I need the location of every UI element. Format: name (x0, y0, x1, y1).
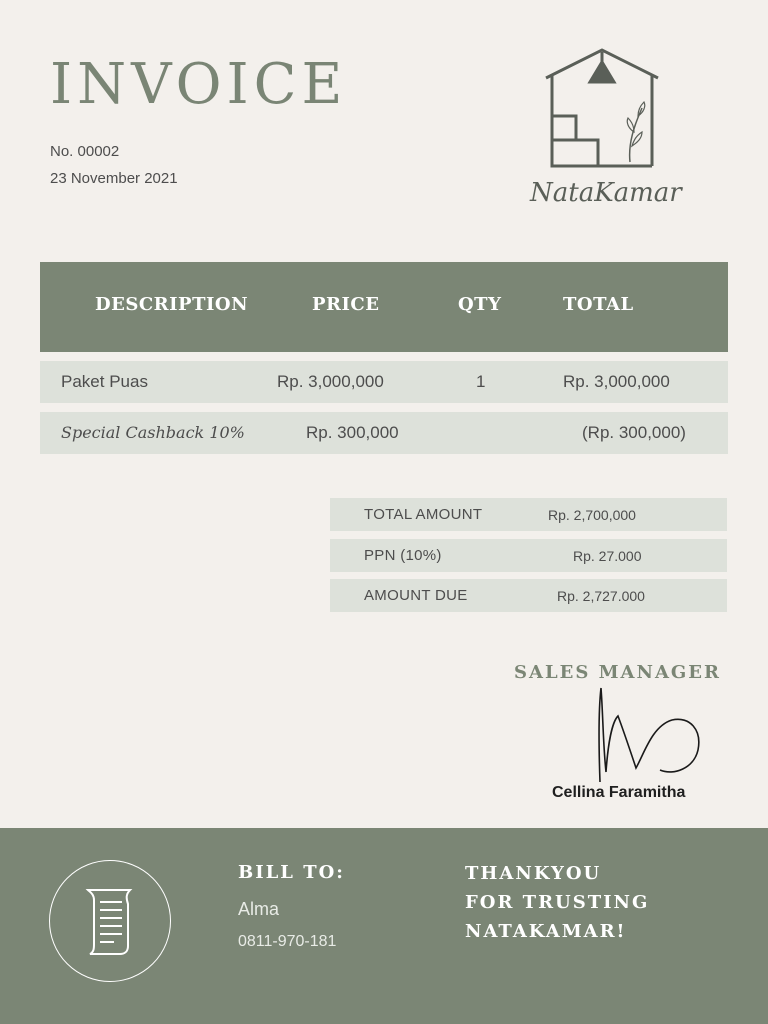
table-row (40, 361, 728, 403)
signature-mark (590, 684, 705, 784)
row-total: (Rp. 300,000) (582, 423, 686, 442)
row-description: Paket Puas (61, 372, 148, 391)
row-description: Special Cashback 10% (61, 423, 245, 442)
summary-label: PPN (10%) (364, 547, 442, 564)
row-price: Rp. 300,000 (306, 423, 399, 442)
brand-wordmark: NataKamar (530, 178, 682, 208)
summary-value: Rp. 2,727.000 (557, 588, 645, 604)
thanks-line: FOR TRUSTING (465, 892, 650, 913)
summary-label: TOTAL AMOUNT (364, 506, 483, 523)
thanks-line: THANKYOU (465, 863, 602, 884)
row-total: Rp. 3,000,000 (563, 372, 670, 391)
table-header (40, 262, 728, 352)
thanks-line: NATAKAMAR! (465, 921, 627, 942)
thanks-message (465, 859, 649, 946)
document-scroll-icon (84, 886, 136, 956)
col-qty: QTY (458, 294, 502, 315)
bill-to-phone: 0811-970-181 (238, 933, 337, 950)
row-price: Rp. 3,000,000 (277, 372, 384, 391)
invoice-number: No. 00002 (50, 143, 120, 160)
summary-label: AMOUNT DUE (364, 587, 468, 604)
summary-amount-due (330, 579, 727, 612)
summary-ppn (330, 539, 727, 572)
table-row (40, 412, 728, 454)
summary-total-amount (330, 498, 727, 531)
col-description: DESCRIPTION (95, 294, 249, 315)
signer-role: SALES MANAGER (514, 662, 721, 683)
invoice-title: INVOICE (50, 52, 348, 117)
col-price: PRICE (312, 294, 380, 315)
bill-to-label: BILL TO: (238, 862, 345, 883)
summary-value: Rp. 2,700,000 (548, 507, 636, 523)
bill-to-name: Alma (238, 899, 280, 919)
invoice-date: 23 November 2021 (50, 170, 178, 187)
row-qty: 1 (476, 372, 486, 391)
signer-name: Cellina Faramitha (552, 784, 686, 801)
col-total: TOTAL (563, 294, 634, 315)
summary-value: Rp. 27.000 (573, 548, 642, 564)
